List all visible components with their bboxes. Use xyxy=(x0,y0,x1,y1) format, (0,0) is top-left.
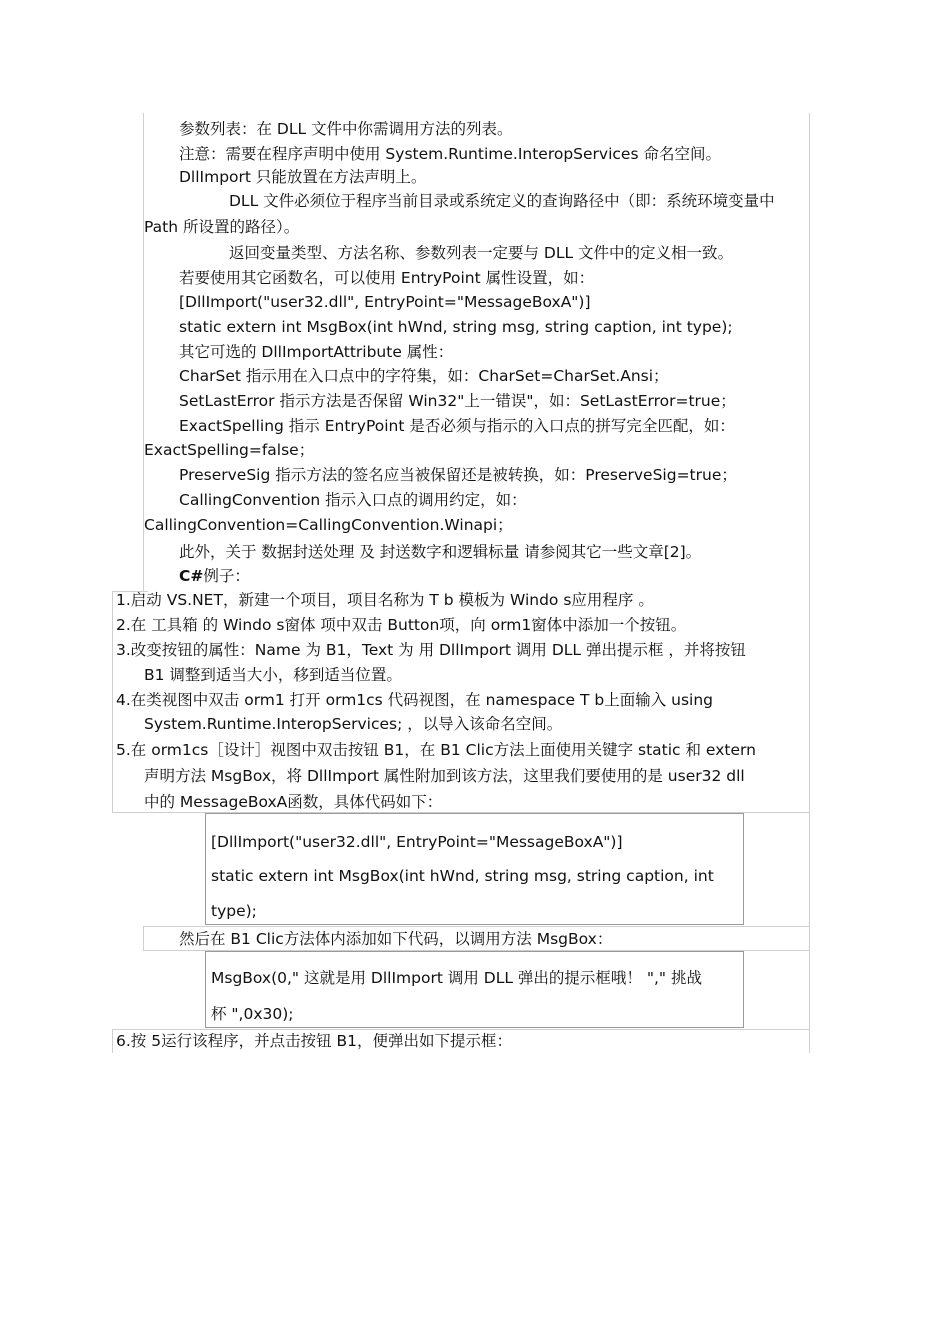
table-rule-5 xyxy=(112,1029,810,1030)
text-line: 注意：需要在程序声明中使用 System.Runtime.InteropServices 命名空间。 xyxy=(179,145,721,163)
text-line: SetLastError 指示方法是否保留 Win32"上一错误"，如：SetLastError=true； xyxy=(179,392,736,410)
code-line: [DllImport("user32.dll", EntryPoint="MessageBoxA")] xyxy=(211,833,623,851)
table-rule-3 xyxy=(143,926,810,927)
text-line: 返回变量类型、方法名称、参数列表一定要与 DLL 文件中的定义相一致。 xyxy=(229,244,734,262)
text-line: ExactSpelling=false； xyxy=(144,441,315,459)
example-heading-rest: 例子： xyxy=(203,567,250,585)
code-line: [DllImport("user32.dll", EntryPoint="MessageBoxA")] xyxy=(179,293,591,311)
text-line: 此外，关于 数据封送处理 及 封送数字和逻辑标量 请参阅其它一些文章[2]。 xyxy=(179,543,702,561)
text-line: CallingConvention=CallingConvention.Winapi； xyxy=(144,516,513,534)
text-line: CharSet 指示用在入口点中的字符集，如：CharSet=CharSet.Ansi； xyxy=(179,367,669,385)
step-3-line1: 3.改变按钮的属性：Name 为 B1，Text 为 用 DllImport 调用 DLL 弹出提示框 ，并将按钮 xyxy=(116,641,746,659)
text-line: 其它可选的 DllImportAttribute 属性： xyxy=(179,343,454,361)
code-line: static extern int MsgBox(int hWnd, string msg, string caption, int type); xyxy=(179,318,733,336)
step-5-line3: 中的 MessageBoxA函数，具体代码如下： xyxy=(144,793,443,811)
table-border-left-bottom xyxy=(112,1029,113,1053)
step-4-line2: System.Runtime.InteropServices; ，以导入该命名空间。 xyxy=(144,715,563,733)
example-heading xyxy=(179,566,250,586)
step-2: 2.在 工具箱 的 Windo s窗体 项中双击 Button项，向 orm1窗体中添加一个按钮。 xyxy=(116,616,687,634)
text-line: 参数列表：在 DLL 文件中你需调用方法的列表。 xyxy=(179,120,513,138)
text-line: DllImport 只能放置在方法声明上。 xyxy=(179,168,427,186)
step-5-line1: 5.在 orm1cs［设计］视图中双击按钮 B1，在 B1 Clic方法上面使用关键字 static 和 extern xyxy=(116,741,756,759)
text-line: 若要使用其它函数名，可以使用 EntryPoint 属性设置，如： xyxy=(179,269,595,287)
step-1: 1.启动 VS.NET，新建一个项目，项目名称为 T b 模板为 Windo s应用程序 。 xyxy=(116,591,654,609)
step-3-line2: B1 调整到适当大小，移到适当位置。 xyxy=(144,666,402,684)
text-line: ExactSpelling 指示 EntryPoint 是否必须与指示的入口点的拼写完全匹配，如： xyxy=(179,417,735,435)
code-line: MsgBox(0," 这就是用 DllImport 调用 DLL 弹出的提示框哦！ "," 挑战 xyxy=(211,969,702,987)
code-line: type); xyxy=(211,902,257,920)
table-border-left-lower xyxy=(112,591,113,812)
text-line: PreserveSig 指示方法的签名应当被保留还是被转换，如：PreserveSig=true； xyxy=(179,466,737,484)
step-6: 6.按 5运行该程序，并点击按钮 B1，便弹出如下提示框： xyxy=(116,1032,513,1050)
text-line: 然后在 B1 Clic方法体内添加如下代码，以调用方法 MsgBox： xyxy=(179,930,613,948)
step-4-line1: 4.在类视图中双击 orm1 打开 orm1cs 代码视图，在 namespace T b上面输入 using xyxy=(116,691,713,709)
text-line: Path 所设置的路径）。 xyxy=(144,218,300,236)
text-line: CallingConvention 指示入口点的调用约定，如： xyxy=(179,491,527,509)
code-line: 杯 ",0x30); xyxy=(211,1005,294,1023)
text-line: DLL 文件必须位于程序当前目录或系统定义的查询路径中（即：系统环境变量中 xyxy=(229,192,775,210)
step-5-line2: 声明方法 MsgBox，将 DllImport 属性附加到该方法，这里我们要使用的是 user32 dll xyxy=(144,767,745,785)
table-border-left-mid xyxy=(143,926,144,950)
example-heading-bold: C# xyxy=(179,567,204,585)
code-line: static extern int MsgBox(int hWnd, string msg, string caption, int xyxy=(211,867,714,885)
table-border-right xyxy=(809,113,810,1053)
